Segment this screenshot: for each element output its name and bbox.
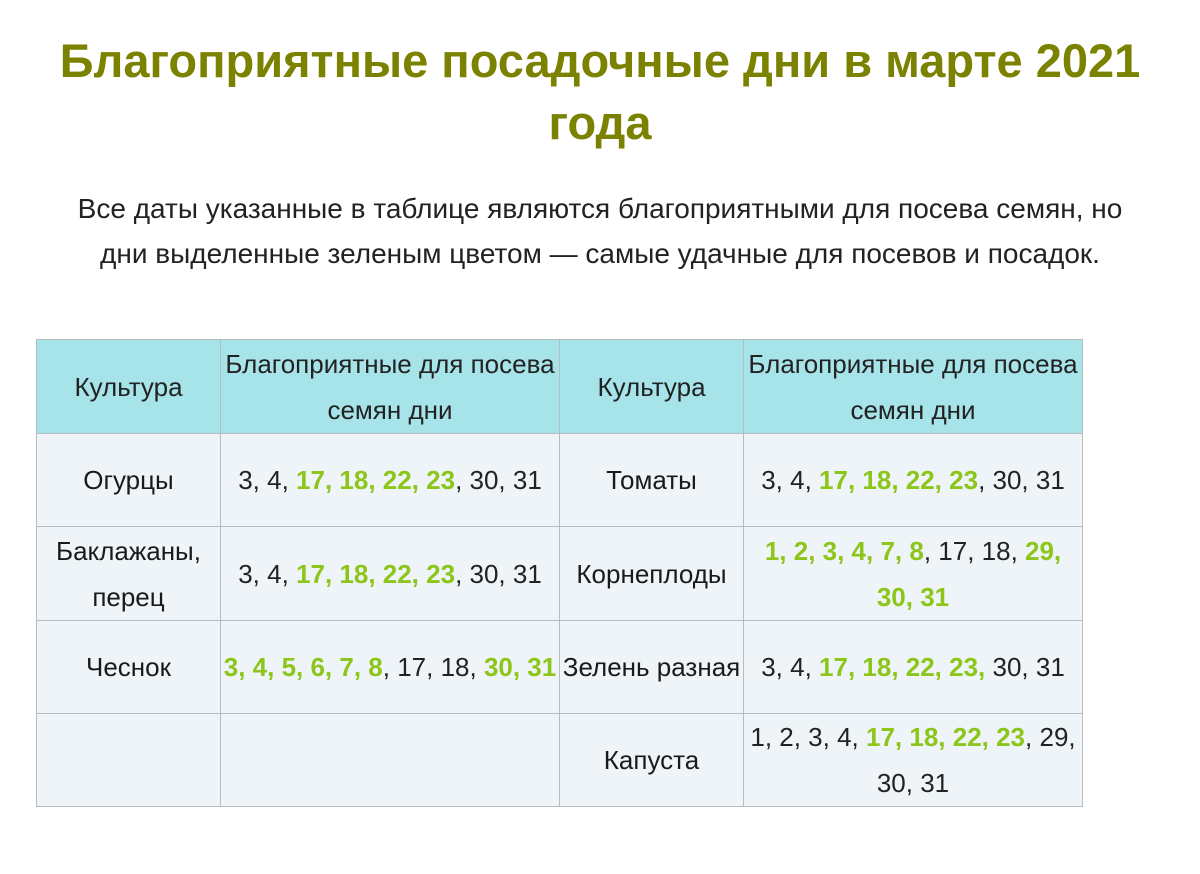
days-cell: [221, 527, 560, 621]
best-days-text: 17, 18, 22, 23,: [819, 652, 986, 682]
table-row: [37, 434, 1083, 527]
days-cell: [221, 621, 560, 714]
good-days-text: 3, 4,: [761, 465, 820, 495]
best-days-text: 17, 18, 22, 23: [866, 722, 1026, 752]
best-days-text: 29, 30, 31: [876, 535, 1062, 612]
header-days-left: Благоприятные для посева семян дни: [221, 340, 560, 434]
table-header-row: [37, 340, 1083, 434]
good-days-text: , 17, 18,: [382, 652, 484, 682]
good-days-text: , 30, 31: [978, 465, 1065, 495]
table-row: [37, 714, 1083, 807]
crop-cell: Чеснок: [37, 621, 221, 714]
days-cell: [221, 434, 560, 527]
crop-cell: Томаты: [560, 434, 744, 527]
best-days-text: 17, 18, 22, 23: [296, 558, 456, 589]
header-crop-right: Культура: [560, 340, 744, 434]
good-days-text: 3, 4,: [238, 465, 297, 495]
good-days-text: , 30, 31: [455, 558, 542, 589]
crop-cell: Капуста: [560, 714, 744, 807]
days-cell: [221, 714, 560, 807]
planting-days-table: [36, 339, 1083, 807]
best-days-text: 1, 2, 3, 4, 7, 8: [764, 535, 924, 566]
best-days-text: 17, 18, 22, 23: [819, 465, 979, 495]
crop-cell: [37, 714, 221, 807]
intro-text: Все даты указанные в таблице являются благоприятными для посева семян, но дни выделенные зеленым цветом — самые удачные для посевов и посадок.: [77, 193, 1123, 269]
table-row: [37, 621, 1083, 714]
best-days-text: 30, 31: [483, 652, 557, 682]
page-title: Благоприятные посадочные дни в марте 2021 года: [59, 34, 1141, 149]
best-days-text: 17, 18, 22, 23: [296, 465, 456, 495]
crop-cell: Корнеплоды: [560, 527, 744, 621]
good-days-text: 30, 31: [985, 652, 1065, 682]
crop-cell: Огурцы: [37, 434, 221, 527]
good-days-text: 3, 4,: [761, 652, 820, 682]
days-cell: [744, 527, 1083, 621]
good-days-text: 1, 2, 3, 4,: [750, 722, 866, 752]
best-days-text: 3, 4, 5, 6, 7, 8: [223, 652, 383, 682]
days-cell: [744, 434, 1083, 527]
good-days-text: , 30, 31: [455, 465, 542, 495]
good-days-text: , 17, 18,: [923, 535, 1026, 566]
crop-cell: Зелень разная: [560, 621, 744, 714]
header-crop-left: Культура: [37, 340, 221, 434]
good-days-text: 3, 4,: [238, 558, 297, 589]
good-days-text: , 29, 30, 31: [876, 722, 1076, 798]
header-days-right: Благоприятные для посева семян дни: [744, 340, 1083, 434]
table-row: [37, 527, 1083, 621]
crop-cell: Баклажаны, перец: [37, 527, 221, 621]
days-cell: [744, 714, 1083, 807]
days-cell: [744, 621, 1083, 714]
